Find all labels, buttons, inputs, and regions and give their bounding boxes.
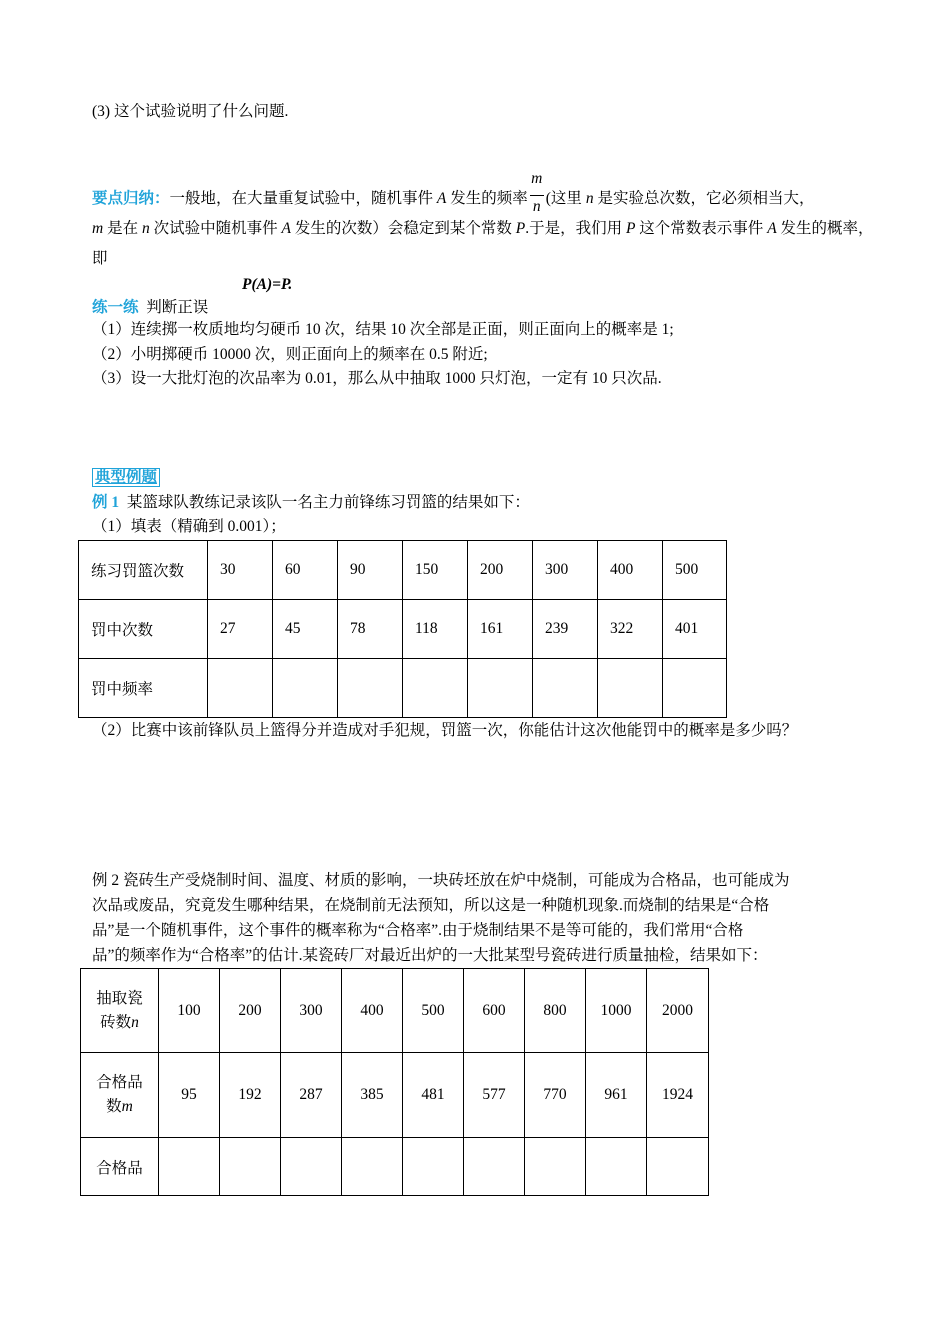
blank-cell[interactable]: [208, 659, 273, 718]
tile-quality-table: [80, 968, 709, 1196]
practice-item: （3）设一大批灯泡的次品率为 0.01，那么从中抽取 1000 只灯泡，一定有 10 只次品.: [92, 370, 662, 387]
practice-item: （2）小明掷硬币 10000 次，则正面向上的频率在 0.5 附近;: [92, 346, 488, 363]
practice-label: 练一练: [92, 299, 139, 316]
practice-heading: 练一练 判断正误: [92, 299, 209, 316]
table-row: 练习罚篮次数 30 60 90 150 200 300 400 500: [79, 541, 727, 600]
example-1-intro: 例 1 某篮球队教练记录该队一名主力前锋练习罚篮的结果如下：: [92, 494, 530, 511]
blank-cell[interactable]: [338, 659, 403, 718]
table-row: 罚中次数 27 45 78 118 161 239 322 401: [79, 600, 727, 659]
blank-cell[interactable]: [281, 1138, 342, 1196]
table-row: 合格品: [81, 1138, 709, 1196]
blank-cell[interactable]: [647, 1138, 709, 1196]
blank-cell[interactable]: [598, 659, 663, 718]
summary-label: 要点归纳：: [92, 190, 170, 207]
blank-cell[interactable]: [403, 1138, 464, 1196]
table-row: 抽取瓷 砖数n 100 200 300 400 500 600 800 1000 2000: [81, 969, 709, 1053]
example-2-line: 例 2 瓷砖生产受烧制时间、温度、材质的影响，一块砖坯放在炉中烧制，可能成为合格品，也可能成为: [92, 872, 790, 889]
question-3: (3) 这个试验说明了什么问题.: [92, 103, 289, 120]
probability-formula: P(A)=P.: [242, 276, 293, 293]
example-1-q1: （1）填表（精确到 0.001）；: [92, 518, 286, 535]
frequency-fraction: $\frac{m}{n}$: [531, 170, 543, 216]
blank-cell[interactable]: [586, 1138, 647, 1196]
blank-cell[interactable]: [464, 1138, 525, 1196]
free-throw-table: [78, 540, 727, 718]
table-row: 罚中频率: [79, 659, 727, 718]
example-2-line: 品”的频率作为“合格率”的估计.某瓷砖厂对最近出炉的一大批某型号瓷砖进行质量抽检，结果如下：: [92, 947, 768, 964]
example-2-line: 次品或废品，究竟发生哪种结果，在烧制前无法预知，所以这是一种随机现象.而烧制的结果是“合格: [92, 897, 770, 914]
blank-cell[interactable]: [342, 1138, 403, 1196]
example-2-line: 品”是一个随机事件，这个事件的概率称为“合格率”.由于烧制结果不是等可能的，我们常用“合格: [92, 922, 744, 939]
table-row: 合格品 数m 95 192 287 385 481 577 770 961 1924: [81, 1053, 709, 1138]
blank-cell[interactable]: [525, 1138, 586, 1196]
section-title: 典型例题: [92, 468, 160, 488]
blank-cell[interactable]: [273, 659, 338, 718]
blank-cell[interactable]: [220, 1138, 281, 1196]
summary-paragraph: 要点归纳：一般地，在大量重复试验中，随机事件 A 发生的频率 $\frac{m}{n}$ (这里 n 是实验总次数，它必须相当大， m 是在 n 次试验中随机事件 A 发生的次数）会稳定到某个常数 P.于是，我们用 P 这个常数表示事件 A 发生的概率，即: [92, 170, 874, 267]
blank-cell[interactable]: [533, 659, 598, 718]
example-1-q2: （2）比赛中该前锋队员上篮得分并造成对手犯规，罚篮一次，你能估计这次他能罚中的概率是多少吗？: [92, 722, 798, 739]
blank-cell[interactable]: [468, 659, 533, 718]
practice-item: （1）连续掷一枚质地均匀硬币 10 次，结果 10 次全部是正面，则正面向上的概率是 1;: [92, 321, 674, 338]
blank-cell[interactable]: [159, 1138, 220, 1196]
blank-cell[interactable]: [663, 659, 727, 718]
blank-cell[interactable]: [403, 659, 468, 718]
